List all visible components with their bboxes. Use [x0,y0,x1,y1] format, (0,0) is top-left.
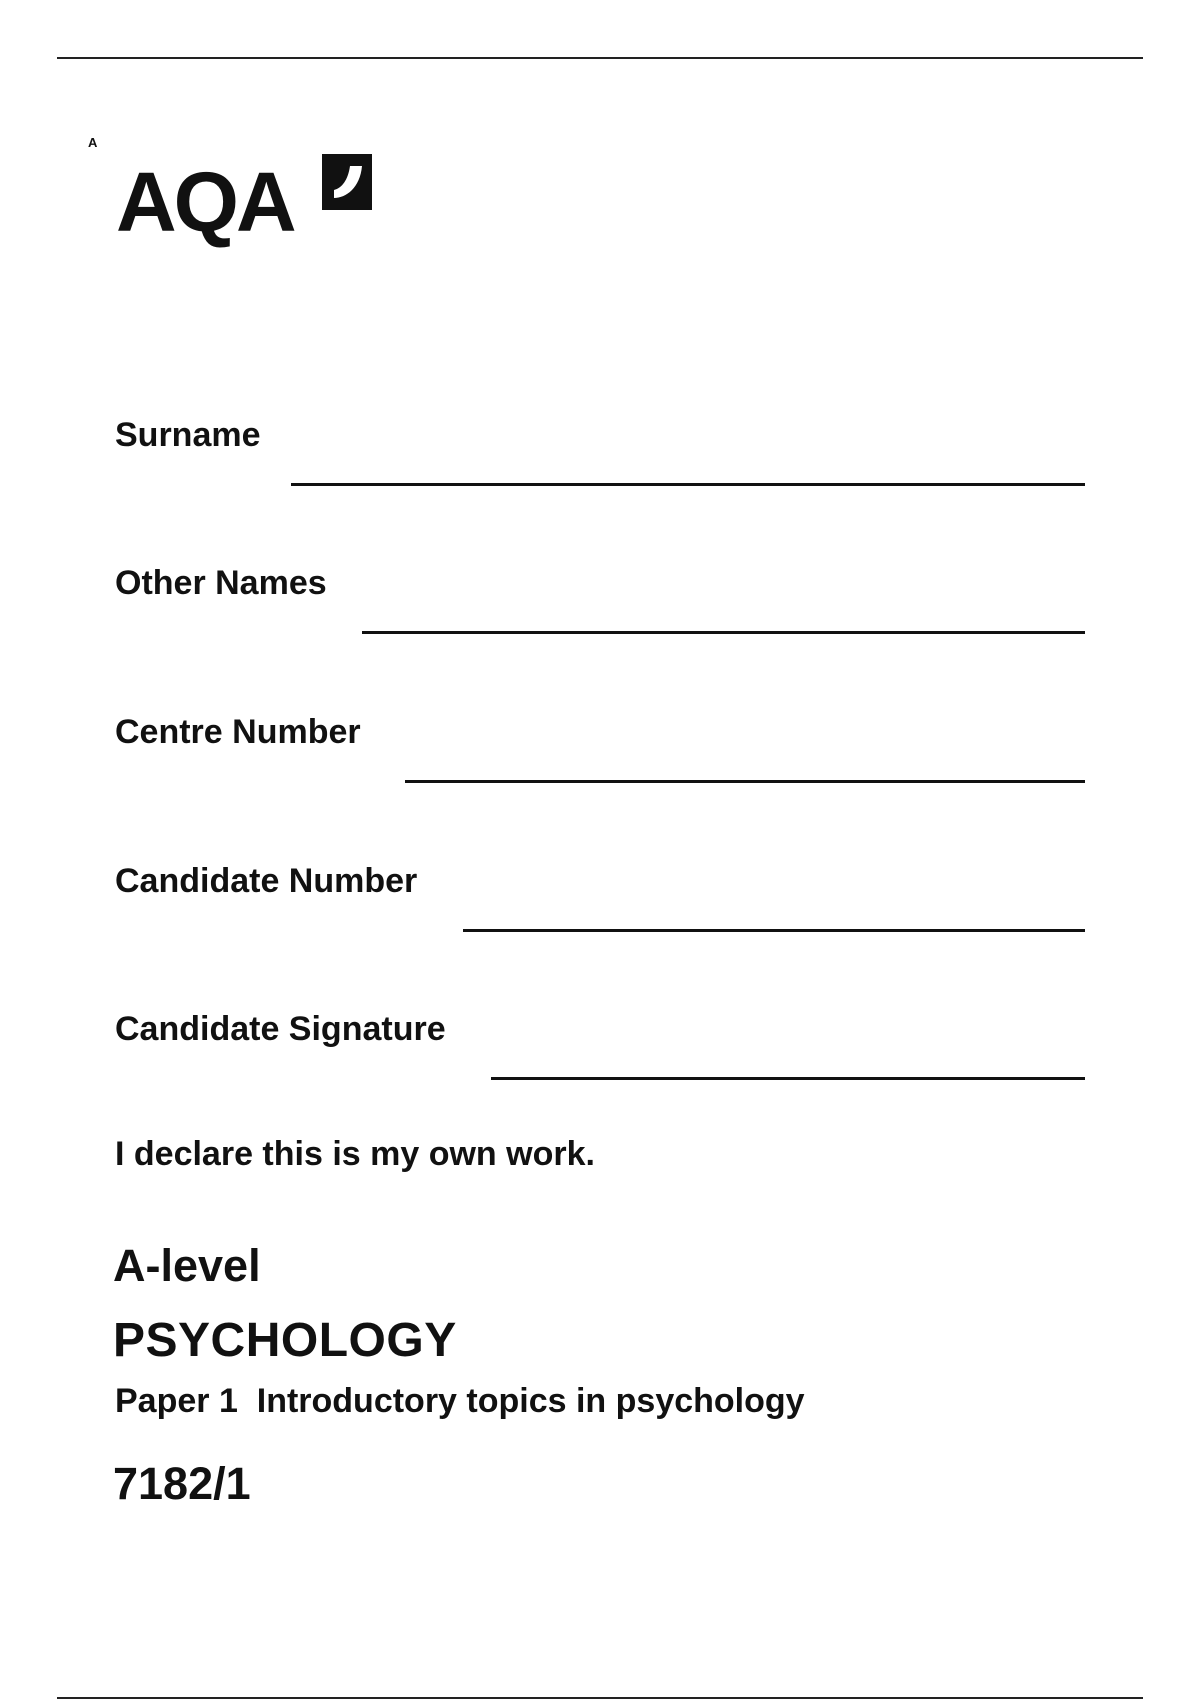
corner-mark: A [88,135,98,150]
candidate-number-input-line[interactable] [463,929,1085,932]
declaration-text: I declare this is my own work. [115,1135,595,1173]
bottom-rule [57,1697,1143,1699]
logo-text: AQA [116,155,294,249]
surname-label: Surname [115,416,261,454]
candidate-signature-input-line[interactable] [491,1077,1085,1080]
aqa-swoosh-icon [320,152,374,212]
other-names-input-line[interactable] [362,631,1085,634]
other-names-label: Other Names [115,564,327,602]
other-names-field[interactable] [115,566,1085,646]
aqa-logo [116,152,378,248]
candidate-number-field[interactable] [115,864,1085,944]
paper-title: Paper 1 Introductory topics in psychology [115,1382,805,1420]
surname-input-line[interactable] [291,483,1085,486]
top-rule [57,57,1143,59]
subject-title: PSYCHOLOGY [113,1314,457,1367]
qualification-level: A-level [113,1240,261,1291]
centre-number-field[interactable] [115,715,1085,795]
centre-number-label: Centre Number [115,713,361,751]
surname-field[interactable] [115,418,1085,498]
candidate-number-label: Candidate Number [115,862,418,900]
paper-code: 7182/1 [113,1458,251,1509]
candidate-signature-label: Candidate Signature [115,1010,446,1048]
centre-number-input-line[interactable] [405,780,1085,783]
candidate-signature-field[interactable] [115,1012,1085,1092]
